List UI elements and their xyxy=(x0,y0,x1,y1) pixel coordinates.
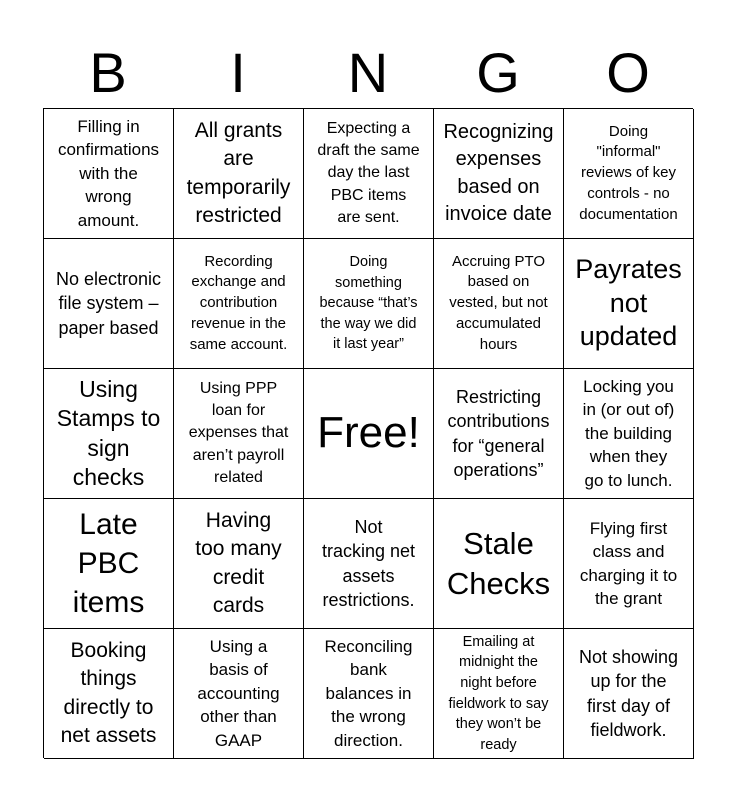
bingo-cell-r2c5[interactable] xyxy=(564,239,694,369)
bingo-cell-r5c4[interactable] xyxy=(434,629,564,759)
cell-text: Emailing at midnight the night before fieldwork to say they won’t be ready xyxy=(448,633,549,753)
bingo-cell-r2c2[interactable] xyxy=(174,239,304,369)
bingo-cell-r1c2[interactable] xyxy=(174,109,304,239)
cell-text: Not showing up for the first day of fieldwork. xyxy=(578,646,679,740)
bingo-cell-r5c5[interactable] xyxy=(564,629,694,759)
cell-text: Recognizing expenses based on invoice date xyxy=(443,121,554,225)
bingo-board xyxy=(43,108,693,758)
bingo-cell-r1c5[interactable] xyxy=(564,109,694,239)
bingo-cell-r1c1[interactable] xyxy=(44,109,174,239)
free-space-text: Free! xyxy=(317,408,420,458)
cell-text: Booking things directly to net assets xyxy=(60,638,157,747)
header-letter-g: G xyxy=(476,41,520,104)
bingo-cell-r4c3[interactable] xyxy=(304,499,434,629)
bingo-cell-r2c1[interactable] xyxy=(44,239,174,369)
cell-text: Recording exchange and contribution revenue in the same account. xyxy=(189,252,288,353)
cell-text: Doing "informal" reviews of key controls - no documentation xyxy=(579,122,678,223)
header-letter-i: I xyxy=(230,41,246,104)
cell-text: Doing something because “that’s the way we did it last year” xyxy=(319,254,418,353)
bingo-cell-r3c5[interactable] xyxy=(564,369,694,499)
cell-text: Reconciling bank balances in the wrong direction. xyxy=(324,636,413,750)
header-letter-o: O xyxy=(606,41,650,104)
cell-text: All grants are temporarily restricted xyxy=(186,118,291,227)
cell-text: Stale Checks xyxy=(446,525,551,601)
cell-text: Using PPP loan for expenses that aren’t payroll related xyxy=(188,380,289,486)
bingo-cell-r4c2[interactable] xyxy=(174,499,304,629)
cell-text: Payrates not updated xyxy=(575,253,682,352)
header-letter-n: N xyxy=(347,41,389,104)
bingo-cell-r3c4[interactable] xyxy=(434,369,564,499)
bingo-cell-r5c3[interactable] xyxy=(304,629,434,759)
cell-text: Having too many credit cards xyxy=(195,508,282,617)
bingo-cell-r4c4[interactable] xyxy=(434,499,564,629)
cell-text: Expecting a draft the same day the last PBC items are sent. xyxy=(317,120,420,226)
bingo-header xyxy=(43,38,693,108)
cell-text: Using a basis of accounting other than GAAP xyxy=(197,636,280,750)
bingo-cell-r1c4[interactable] xyxy=(434,109,564,239)
bingo-cell-free[interactable] xyxy=(304,369,434,499)
cell-text: Using Stamps to sign checks xyxy=(56,375,161,490)
bingo-cell-r5c1[interactable] xyxy=(44,629,174,759)
cell-text: Flying first class and charging it to the grant xyxy=(579,518,678,608)
cell-text: Locking you in (or out of) the building when they go to lunch. xyxy=(582,376,675,490)
cell-text: Late PBC items xyxy=(72,508,145,619)
bingo-cell-r2c3[interactable] xyxy=(304,239,434,369)
bingo-cell-r5c2[interactable] xyxy=(174,629,304,759)
header-letter-b: B xyxy=(89,41,127,104)
bingo-cell-r1c3[interactable] xyxy=(304,109,434,239)
cell-text: No electronic file system – paper based xyxy=(55,268,162,338)
cell-text: Not tracking net assets restrictions. xyxy=(321,516,416,610)
bingo-cell-r4c5[interactable] xyxy=(564,499,694,629)
cell-text: Filling in confirmations with the wrong amount. xyxy=(57,116,160,230)
bingo-cell-r4c1[interactable] xyxy=(44,499,174,629)
cell-text: Accruing PTO based on vested, but not accumulated hours xyxy=(449,252,548,353)
bingo-cell-r3c1[interactable] xyxy=(44,369,174,499)
cell-text: Restricting contributions for “general operations” xyxy=(447,386,550,480)
bingo-cell-r2c4[interactable] xyxy=(434,239,564,369)
bingo-cell-r3c2[interactable] xyxy=(174,369,304,499)
